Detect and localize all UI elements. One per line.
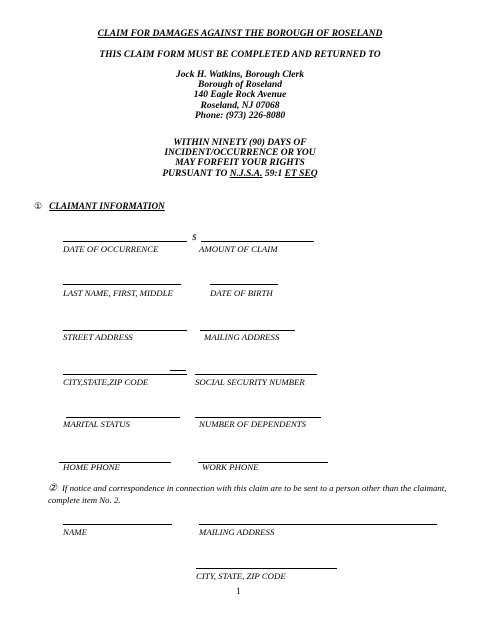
street-address-label: STREET ADDRESS (63, 332, 133, 342)
dependents-line[interactable] (195, 417, 321, 418)
clerk-address-block (0, 70, 480, 121)
mailing-address-line[interactable] (200, 330, 295, 331)
contact-mailing-address-line[interactable] (199, 524, 437, 525)
page-number: 1 (236, 586, 241, 596)
name-label: LAST NAME, FIRST, MIDDLE (63, 288, 173, 298)
notice-line-statute: PURSUANT TO N.J.S.A. 59:1 ET SEQ (162, 168, 318, 179)
section-1-heading (34, 201, 165, 212)
notice-line: INCIDENT/OCCURRENCE OR YOU (164, 148, 316, 159)
section-number-2: ② (48, 483, 57, 494)
address-line: Roseland, NJ 07068 (200, 100, 280, 111)
marital-status-label: MARITAL STATUS (63, 419, 130, 429)
contact-city-state-zip-label: CITY, STATE, ZIP CODE (196, 571, 286, 581)
date-of-birth-line[interactable] (210, 284, 278, 285)
form-title: CLAIM FOR DAMAGES AGAINST THE BOROUGH OF ROSELAND (97, 29, 383, 39)
statute-reference: N.J.S.A. (229, 168, 263, 179)
address-line: 140 Eagle Rock Avenue (193, 90, 287, 101)
currency-symbol: $ (192, 232, 197, 242)
address-line: Jock H. Watkins, Borough Clerk (176, 70, 304, 80)
marital-status-line[interactable] (66, 417, 180, 418)
return-instruction: THIS CLAIM FORM MUST BE COMPLETED AND RETURNED TO (99, 50, 381, 60)
amount-of-claim-label: AMOUNT OF CLAIM (199, 244, 278, 254)
dependents-label: NUMBER OF DEPENDENTS (199, 419, 307, 429)
section-2-instruction: If notice and correspondence in connection with this claim are to be sent to a person other than the claimant, complete item No. 2. (48, 483, 447, 505)
notice-line: WITHIN NINETY (90) DAYS OF (173, 138, 307, 148)
contact-city-state-zip-line[interactable] (196, 568, 337, 569)
et-seq: ET SEQ (284, 168, 318, 179)
work-phone-label: WORK PHONE (202, 462, 259, 472)
name-line[interactable] (63, 284, 181, 285)
address-line: Borough of Roseland (198, 80, 282, 91)
section-number-1: ① (34, 201, 43, 211)
city-state-zip-label: CITY,STATE,ZIP CODE (63, 377, 149, 387)
ssn-line[interactable] (195, 374, 317, 375)
amount-of-claim-line[interactable] (201, 241, 314, 242)
address-line: Phone: (973) 226-8080 (194, 110, 286, 121)
city-state-zip-line[interactable] (63, 374, 187, 375)
street-address-line[interactable] (63, 330, 187, 331)
contact-name-line[interactable] (63, 524, 172, 525)
contact-mailing-address-label: MAILING ADDRESS (199, 527, 275, 537)
date-of-occurrence-label: DATE OF OCCURRENCE (63, 244, 159, 254)
deadline-notice (0, 138, 480, 179)
notice-line: MAY FORFEIT YOUR RIGHTS (175, 158, 305, 169)
city-state-zip-line-extra (170, 370, 186, 371)
contact-name-label: NAME (63, 527, 87, 537)
ssn-label: SOCIAL SECURITY NUMBER (195, 377, 305, 387)
home-phone-label: HOME PHONE (63, 462, 120, 472)
date-of-occurrence-line[interactable] (63, 241, 187, 242)
mailing-address-label: MAILING ADDRESS (204, 332, 280, 342)
section-1-title: CLAIMANT INFORMATION (49, 201, 165, 211)
date-of-birth-label: DATE OF BIRTH (210, 288, 273, 298)
